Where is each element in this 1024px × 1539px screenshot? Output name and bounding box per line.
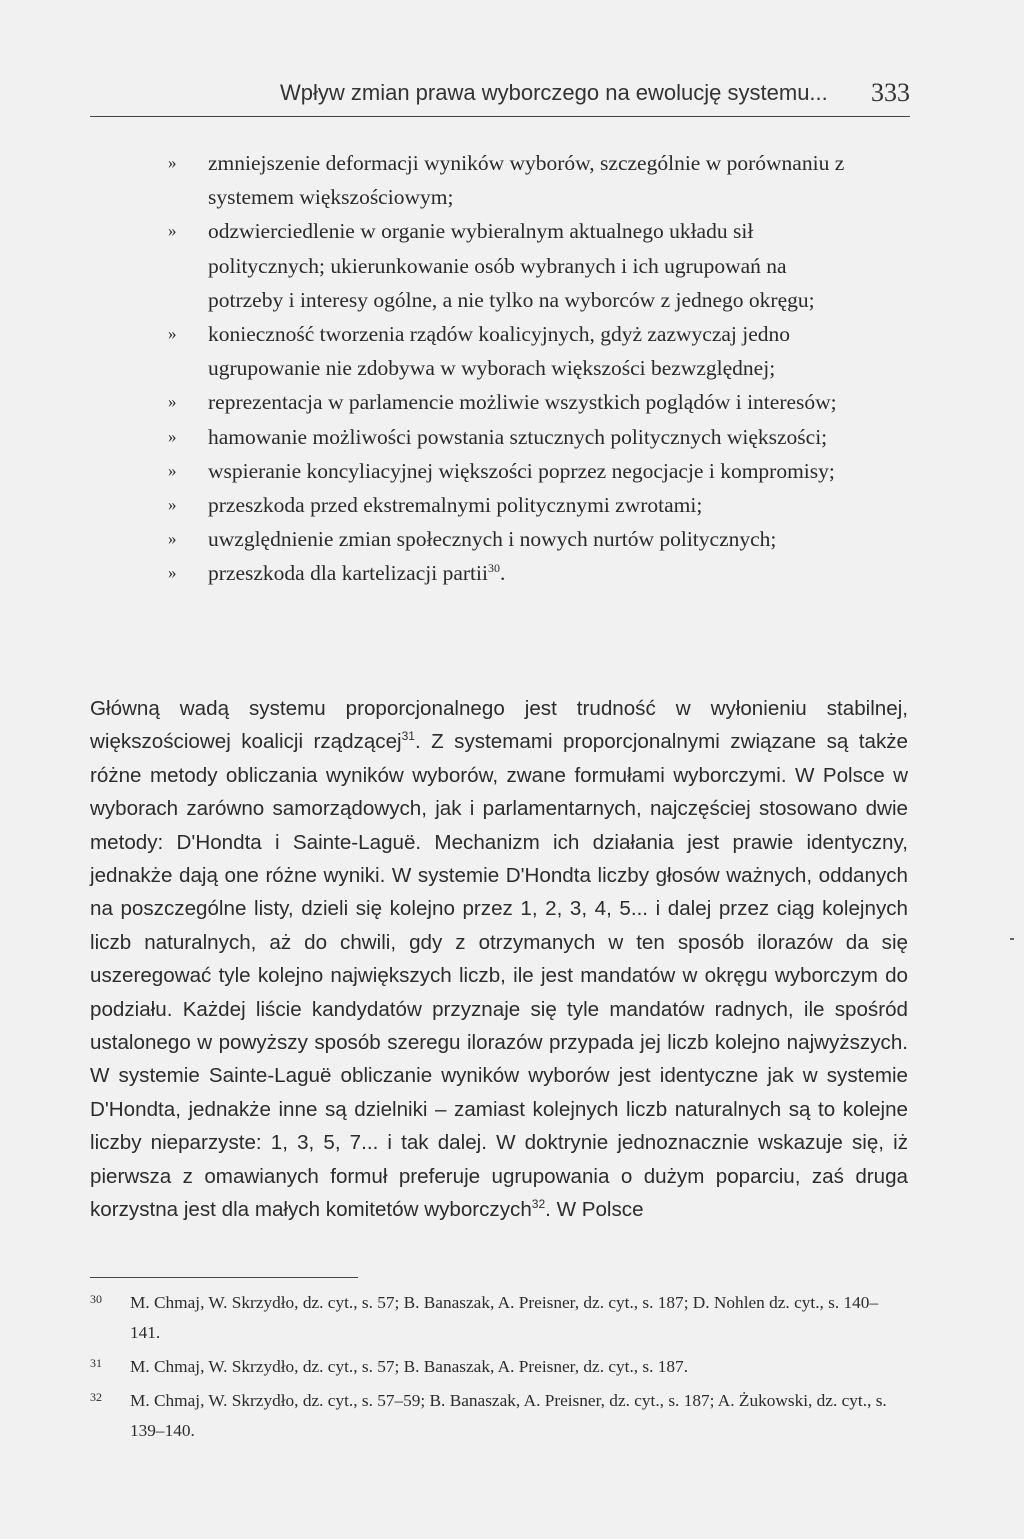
bullet-text: konieczność tworzenia rządów koalicyjnych, gdyż zazwyczaj jedno ugrupowanie nie zdobywa w wyborach większości bezwzględnej;	[208, 322, 791, 381]
list-item	[90, 214, 850, 317]
paragraph-text: . Z systemami proporcjonalnymi związane są także różne metody obliczania wyników wyborów, zwane formułami wyborczymi. W Polsce w wyborach zarówno samorządowych, jak i parlamentarnych, najczęściej stosowano dwie metody: D'Hondta i Sainte-Laguë. Mechanizm ich działania jest prawie identyczny, jednakże dają one różne wyniki. W systemie D'Hondta liczby głosów ważnych, oddanych na poszczególne listy, dzieli się kolejno przez 1, 2, 3, 4, 5... i dalej przez ciąg kolejnych liczb naturalnych, aż do chwili, gdy z otrzymanych w ten sposób ilorazów da się uszeregować tyle kolejno największych liczb, ile jest mandatów w okręgu wyborczym do podziału. Każdej liście kandydatów przyznaje się tyle mandatów radnych, ile spośród ustalonego w powyższy sposób szeregu ilorazów przypada jej liczb kolejno najwyższych. W systemie Sainte-Laguë obliczanie wyników wyborów jest identyczne jak w systemie D'Hondta, jednakże inne są dzielniki – zamiast kolejnych liczb naturalnych są to kolejne liczby nieparzyste: 1, 3, 5, 7... i tak dalej. W doktrynie jednoznacznie wskazuje się, iż pierwsza z omawianych formuł preferuje ugrupowania o dużym poparciu, zaś druga korzystna jest dla małych komitetów wyborczych	[90, 730, 908, 1222]
list-item	[90, 454, 850, 488]
bullet-mark: »	[168, 426, 177, 446]
bullet-mark: »	[168, 460, 177, 480]
footnotes	[90, 1288, 908, 1450]
bullet-mark: »	[168, 392, 177, 412]
footnote-number: 30	[90, 1292, 102, 1306]
bullet-mark: »	[168, 563, 177, 583]
footnote-text: M. Chmaj, W. Skrzydło, dz. cyt., s. 57; B. Banaszak, A. Preisner, dz. cyt., s. 187.	[130, 1357, 689, 1376]
bullet-mark: »	[168, 221, 177, 241]
paragraph-text: Główną wadą systemu proporcjonalnego jest trudność w wyłonieniu stabilnej, większościowej koalicji rządzącej	[90, 697, 908, 754]
list-item	[90, 556, 850, 590]
bullet-mark: »	[168, 495, 177, 515]
body-paragraph	[90, 692, 908, 1227]
footnote-text: M. Chmaj, W. Skrzydło, dz. cyt., s. 57; B. Banaszak, A. Preisner, dz. cyt., s. 187; D. Nohlen dz. cyt., s. 140–141.	[130, 1293, 879, 1342]
footnote-number: 32	[90, 1390, 102, 1404]
footnote-text: M. Chmaj, W. Skrzydło, dz. cyt., s. 57–59; B. Banaszak, A. Preisner, dz. cyt., s. 187; A. Żukowski, dz. cyt., s. 139–140.	[130, 1391, 887, 1440]
footnote-ref: 32	[531, 1197, 546, 1212]
header-title: Wpływ zmian prawa wyborczego na ewolucję systemu...	[280, 80, 828, 105]
bullet-text: odzwierciedlenie w organie wybieralnym aktualnego układu sił politycznych; ukierunkowanie osób wybranych i ich ugrupowań na potrzeby i interesy ogólne, a nie tylko na wyborców z jednego okręgu;	[208, 219, 815, 312]
bullet-text: wspieranie koncyliacyjnej większości poprzez negocjacje i kompromisy;	[208, 458, 835, 483]
list-item	[90, 420, 850, 454]
page-number: 333	[871, 78, 910, 107]
footnote-ref: 30	[487, 561, 500, 576]
footnote-number: 31	[90, 1356, 102, 1370]
bullet-text-end: .	[499, 561, 506, 586]
bullet-mark: »	[168, 324, 177, 344]
list-item	[90, 317, 850, 385]
bullet-text: reprezentacja w parlamencie możliwie wszystkich poglądów i interesów;	[208, 390, 837, 415]
list-item	[90, 522, 850, 556]
footnote	[90, 1352, 908, 1382]
bullet-mark: »	[168, 153, 177, 172]
bullet-text: przeszkoda przed ekstremalnymi politycznymi zwrotami;	[208, 493, 703, 518]
list-item	[90, 385, 850, 419]
bullet-list	[90, 146, 850, 591]
bullet-text: uwzględnienie zmian społecznych i nowych nurtów politycznych;	[208, 527, 777, 552]
footnote	[90, 1386, 908, 1446]
footnote	[90, 1288, 908, 1348]
scan-speck	[1010, 938, 1014, 940]
list-item	[90, 146, 850, 214]
footnote-ref: 31	[401, 729, 415, 744]
bullet-mark: »	[168, 529, 177, 549]
list-item	[90, 488, 850, 522]
bullet-text: przeszkoda dla kartelizacji partii	[208, 561, 488, 586]
bullet-text: hamowanie możliwości powstania sztucznych politycznych większości;	[208, 424, 828, 449]
paragraph-text: . W Polsce	[545, 1198, 644, 1222]
bullet-text: zmniejszenie deformacji wyników wyborów, szczególnie w porównaniu z systemem większościowym;	[208, 151, 845, 210]
running-header	[90, 76, 910, 117]
footnote-divider	[90, 1277, 358, 1278]
